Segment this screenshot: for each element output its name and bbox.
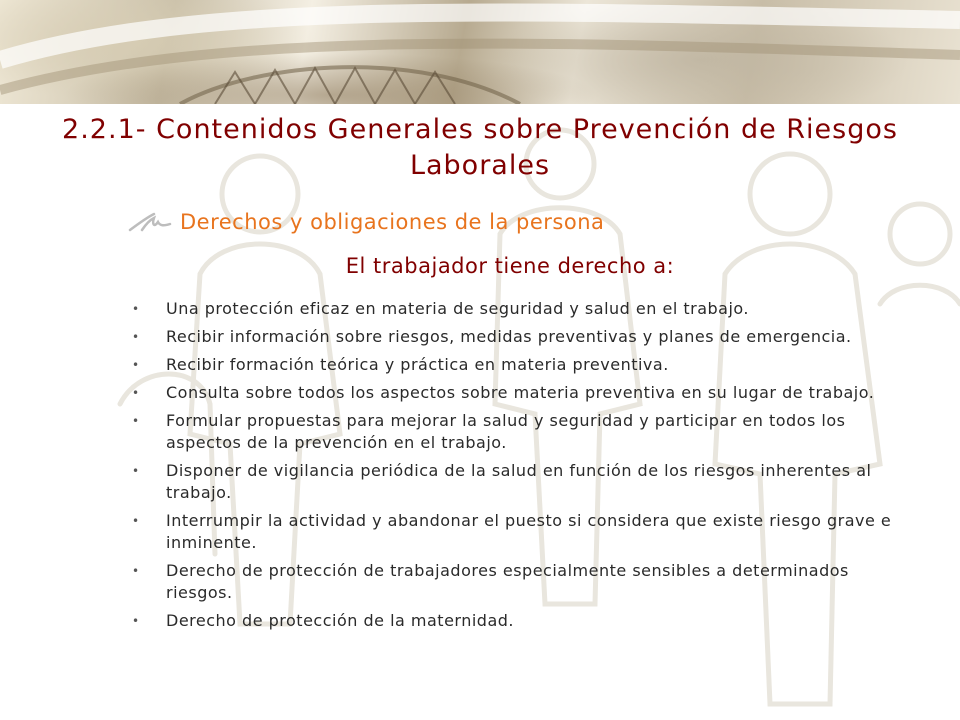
bullet-dot-icon: •	[132, 386, 140, 400]
list-item-text: Interrumpir la actividad y abandonar el puesto si considera que existe riesgo grave e inminente.	[166, 511, 892, 552]
banner-graphic	[0, 0, 960, 104]
list-item-text: Una protección eficaz en materia de seguridad y salud en el trabajo.	[166, 299, 749, 318]
list-item	[128, 510, 908, 554]
list-item-text: Derecho de protección de la maternidad.	[166, 611, 514, 630]
list-item	[128, 410, 908, 454]
list-item-text: Recibir información sobre riesgos, medidas preventivas y planes de emergencia.	[166, 327, 852, 346]
list-item	[128, 326, 908, 348]
bullet-dot-icon: •	[132, 464, 140, 478]
signature-swoosh-icon	[128, 210, 172, 234]
list-item-text: Consulta sobre todos los aspectos sobre materia preventiva en su lugar de trabajo.	[166, 383, 875, 402]
list-item-text: Formular propuestas para mejorar la salud y seguridad y participar en todos los aspectos de la prevención en el trabajo.	[166, 411, 846, 452]
list-item	[128, 354, 908, 376]
bullet-dot-icon: •	[132, 564, 140, 578]
list-item	[128, 460, 908, 504]
list-item-text: Disponer de vigilancia periódica de la salud en función de los riesgos inherentes al trabajo.	[166, 461, 872, 502]
bullet-dot-icon: •	[132, 330, 140, 344]
bullet-dot-icon: •	[132, 414, 140, 428]
section-subtitle: Derechos y obligaciones de la persona	[180, 210, 605, 234]
subtitle-row	[128, 208, 604, 236]
list-item	[128, 298, 908, 320]
rights-heading: El trabajador tiene derecho a:	[345, 254, 675, 278]
slide-title: 2.2.1- Contenidos Generales sobre Prevención de Riesgos Laborales	[62, 114, 898, 181]
list-item	[128, 560, 908, 604]
list-item-text: Recibir formación teórica y práctica en materia preventiva.	[166, 355, 669, 374]
list-item	[128, 382, 908, 404]
bullet-dot-icon: •	[132, 514, 140, 528]
rights-list	[128, 298, 908, 638]
header-banner-image	[0, 0, 960, 104]
list-item	[128, 610, 908, 632]
list-item-text: Derecho de protección de trabajadores especialmente sensibles a determinados riesgos.	[166, 561, 849, 602]
bullet-dot-icon: •	[132, 358, 140, 372]
bullet-dot-icon: •	[132, 302, 140, 316]
bullet-dot-icon: •	[132, 614, 140, 628]
